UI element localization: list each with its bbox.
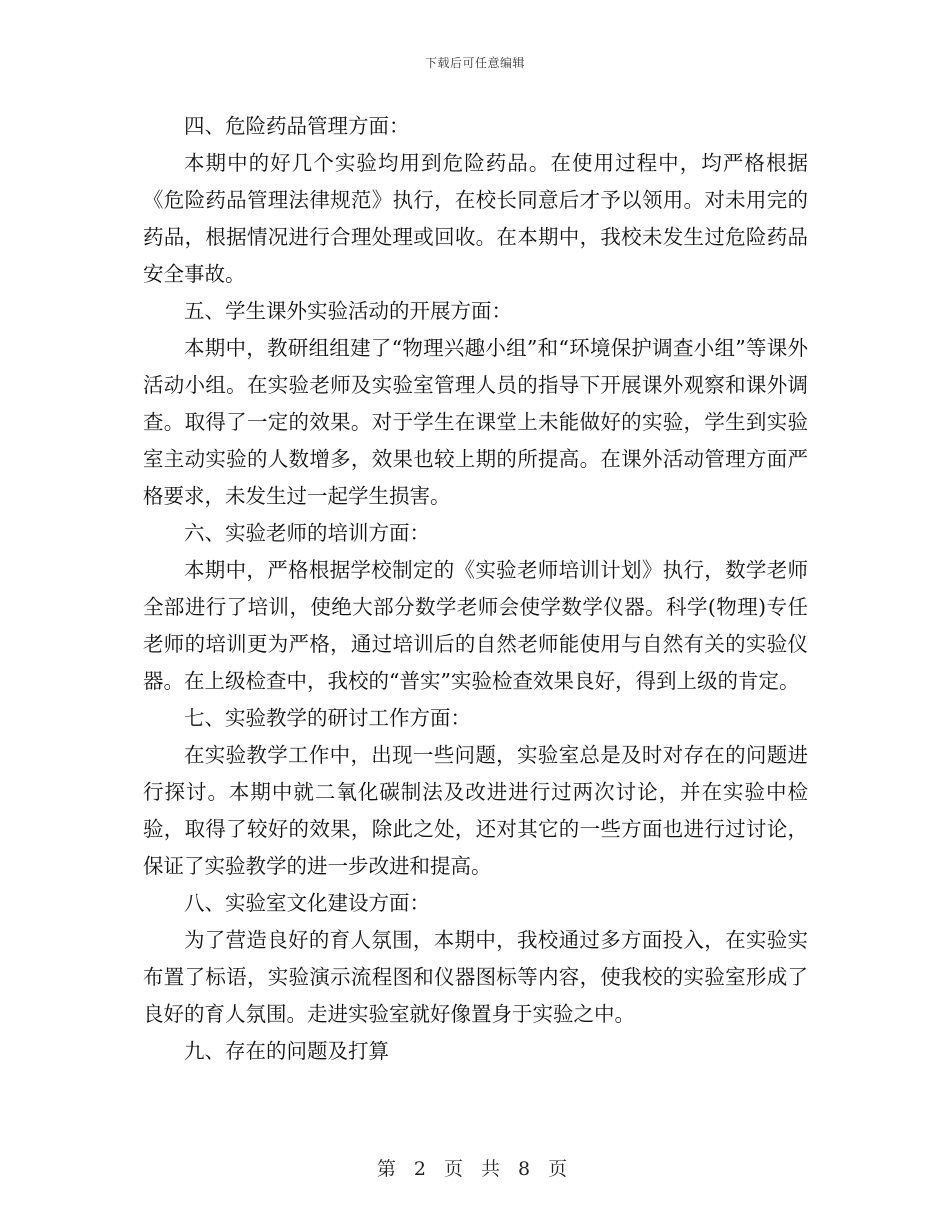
section-heading-7: 七、实验教学的研讨工作方面：	[184, 706, 471, 730]
document-body	[143, 108, 808, 1070]
section-body-6: 本期中，严格根据学校制定的《实验老师培训计划》执行，数学老师全部进行了培训，使绝大部分数学老师会使学数学仪器。科学(物理)专任老师的培训更为严格，通过培训后的自然老师能使用与自然有关的实验仪器。在上级检查中，我校的“普实”实验检查效果良好，得到上级的肯定。	[143, 558, 808, 693]
section-heading-6: 六、实验老师的培训方面：	[184, 521, 430, 545]
page-header: 下载后可任意编辑	[424, 56, 525, 70]
page-footer: 第 2 页 共 8 页	[376, 1158, 574, 1180]
section-body-8: 为了营造良好的育人氛围，本期中，我校通过多方面投入，在实验实布置了标语，实验演示流程图和仪器图标等内容，使我校的实验室形成了良好的育人氛围。走进实验室就好像置身于实验之中。	[143, 928, 808, 1026]
section-body-4: 本期中的好几个实验均用到危险药品。在使用过程中，均严格根据《危险药品管理法律规范》执行，在校长同意后才予以领用。对未用完的药品，根据情况进行合理处理或回收。在本期中，我校未发生过危险药品安全事故。	[143, 151, 808, 286]
section-body-7: 在实验教学工作中，出现一些问题，实验室总是及时对存在的问题进行探讨。本期中就二氧化碳制法及改进进行过两次讨论，并在实验中检验，取得了较好的效果，除此之处，还对其它的一些方面也进行过讨论，保证了实验教学的进一步改进和提高。	[143, 743, 808, 878]
section-heading-8: 八、实验室文化建设方面：	[184, 891, 430, 915]
section-heading-9: 九、存在的问题及打算	[184, 1039, 389, 1063]
section-body-5: 本期中，教研组组建了“物理兴趣小组”和“环境保护调查小组”等课外活动小组。在实验老师及实验室管理人员的指导下开展课外观察和课外调查。取得了一定的效果。对于学生在课堂上未能做好的实验，学生到实验室主动实验的人数增多，效果也较上期的所提高。在课外活动管理方面严格要求，未发生过一起学生损害。	[143, 336, 808, 508]
section-heading-4: 四、危险药品管理方面：	[184, 114, 410, 138]
section-heading-5: 五、学生课外实验活动的开展方面：	[184, 299, 512, 323]
